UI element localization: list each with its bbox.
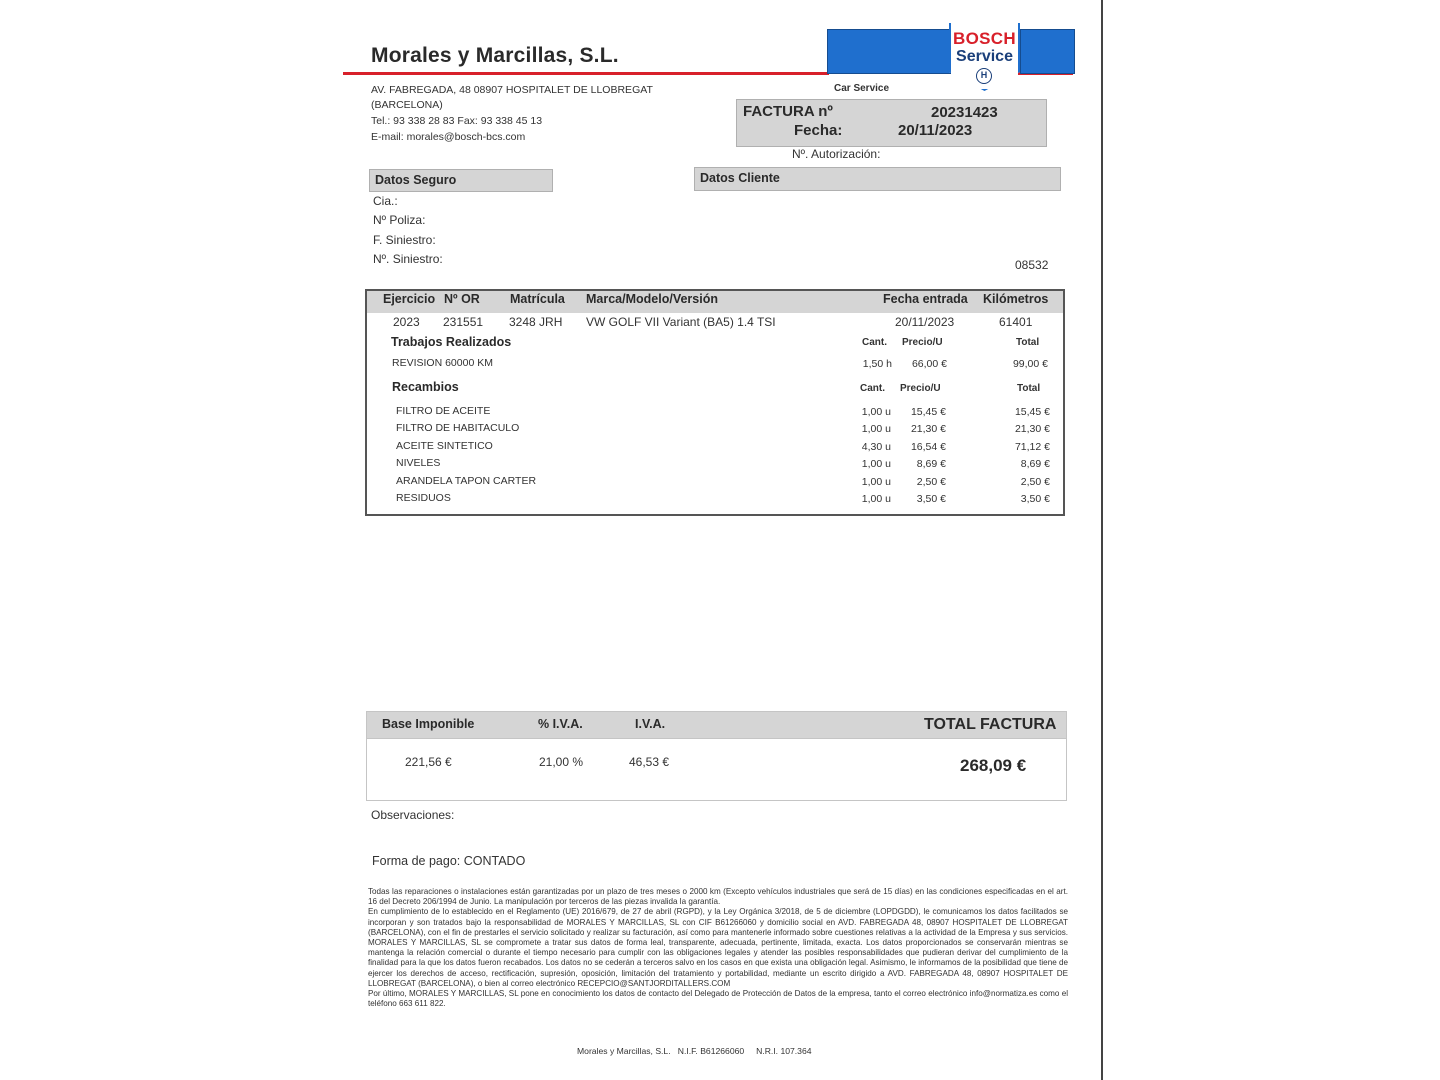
- header-red-line: [343, 72, 829, 75]
- vehicle-ejercicio: 2023: [393, 315, 420, 329]
- recambio-precio: 8,69 €: [916, 458, 946, 470]
- col-matricula: Matrícula: [510, 292, 565, 306]
- service-logo-text: Service: [956, 48, 1013, 65]
- vehicle-fecha-entrada: 20/11/2023: [895, 315, 955, 329]
- recambio-cant: 1,00 u: [861, 458, 891, 470]
- recambio-precio: 21,30 €: [910, 423, 946, 435]
- vehicle-kilometros: 61401: [999, 315, 1033, 329]
- factura-number: 20231423: [931, 104, 998, 121]
- recambio-desc: FILTRO DE ACEITE: [396, 405, 491, 417]
- fecha-value: 20/11/2023: [898, 122, 973, 139]
- datos-seguro-header: Datos Seguro: [369, 169, 553, 192]
- col-marca: Marca/Modelo/Versión: [586, 292, 718, 306]
- address-line-1: AV. FABREGADA, 48 08907 HOSPITALET DE LLOBREGAT: [371, 84, 653, 96]
- col-fecha-entrada: Fecha entrada: [883, 292, 968, 306]
- footer-company-info: Morales y Marcillas, S.L. N.I.F. B61266060 N.R.I. 107.364: [577, 1046, 812, 1056]
- poliza-label: Nº Poliza:: [373, 213, 426, 227]
- col-n-or: Nº OR: [444, 292, 480, 306]
- recambio-desc: FILTRO DE HABITACULO: [396, 422, 520, 434]
- recambio-desc: ARANDELA TAPON CARTER: [396, 475, 537, 487]
- page-edge-rule: [1101, 0, 1103, 1080]
- iva-pct-value: 21,00 %: [539, 755, 584, 769]
- autorizacion-label: Nº. Autorización:: [792, 147, 881, 161]
- recambios-col-total: Total: [1017, 383, 1041, 394]
- trabajo-total: 99,00 €: [1012, 358, 1048, 370]
- recambio-cant: 1,00 u: [861, 476, 891, 488]
- trabajos-title: Trabajos Realizados: [391, 335, 512, 349]
- observaciones-label: Observaciones:: [371, 808, 455, 822]
- trabajo-cant: 1,50 h: [862, 358, 892, 370]
- col-kilometros: Kilómetros: [983, 292, 1049, 306]
- recambio-cant: 4,30 u: [861, 441, 891, 453]
- datos-cliente-header: Datos Cliente: [694, 167, 1061, 191]
- recambio-desc: RESIDUOS: [396, 492, 451, 504]
- recambio-cant: 1,00 u: [861, 493, 891, 505]
- vehicle-n-or: 231551: [443, 315, 484, 329]
- email-line: E-mail: morales@bosch-bcs.com: [371, 131, 526, 143]
- recambios-col-precio: Precio/U: [900, 383, 941, 394]
- recambio-cant: 1,00 u: [861, 423, 891, 435]
- address-line-2: (BARCELONA): [371, 99, 443, 111]
- trabajo-desc: REVISION 60000 KM: [392, 357, 493, 369]
- factura-label: FACTURA nº: [743, 103, 833, 120]
- recambio-precio: 3,50 €: [916, 493, 946, 505]
- recambio-precio: 15,45 €: [910, 406, 946, 418]
- fecha-label: Fecha:: [794, 122, 843, 139]
- total-factura-label: TOTAL FACTURA: [924, 716, 1057, 733]
- base-imponible-value: 221,56 €: [405, 755, 452, 769]
- recambio-cant: 1,00 u: [861, 406, 891, 418]
- recambio-total: 15,45 €: [1014, 406, 1050, 418]
- recambios-title: Recambios: [392, 380, 459, 394]
- trabajo-precio: 66,00 €: [911, 358, 947, 370]
- total-factura-value: 268,09 €: [960, 756, 1027, 775]
- iva-pct-label: % I.V.A.: [538, 717, 583, 731]
- recambio-total: 8,69 €: [1020, 458, 1050, 470]
- recambio-precio: 2,50 €: [916, 476, 946, 488]
- bosch-anchor-icon: H: [976, 68, 992, 84]
- vehicle-matricula: 3248 JRH: [509, 315, 563, 329]
- client-postal-code: 08532: [1015, 258, 1049, 272]
- recambio-total: 71,12 €: [1014, 441, 1050, 453]
- recambios-col-cant: Cant.: [860, 383, 885, 394]
- trabajos-col-total: Total: [1016, 337, 1040, 348]
- recambio-precio: 16,54 €: [910, 441, 946, 453]
- legal-paragraph-dpo: Por último, MORALES Y MARCILLAS, SL pone en conocimiento los datos de contacto del Delegado de Protección de Datos de la empresa, tanto el correo electrónico info@normatiza.es como el teléfono 663 611 822.: [368, 989, 1068, 1009]
- trabajos-col-cant: Cant.: [862, 337, 887, 348]
- company-name: Morales y Marcillas, S.L.: [371, 44, 619, 67]
- n-siniestro-label: Nº. Siniestro:: [373, 252, 443, 266]
- col-ejercicio: Ejercicio: [383, 292, 436, 306]
- iva-label: I.V.A.: [635, 717, 666, 731]
- recambio-total: 2,50 €: [1020, 476, 1050, 488]
- bosch-logo-text: BOSCH: [953, 29, 1016, 48]
- recambio-total: 21,30 €: [1014, 423, 1050, 435]
- trabajos-col-precio: Precio/U: [902, 337, 943, 348]
- logo-blue-band-left: [827, 29, 951, 74]
- base-imponible-label: Base Imponible: [382, 717, 475, 731]
- recambio-desc: NIVELES: [396, 457, 441, 469]
- cia-label: Cia.:: [373, 194, 398, 208]
- recambio-total: 3,50 €: [1020, 493, 1050, 505]
- vehicle-marca: VW GOLF VII Variant (BA5) 1.4 TSI: [586, 315, 776, 329]
- legal-paragraph-privacy: En cumplimiento de lo establecido en el Reglamento (UE) 2016/679, de 27 de abril (RGPD), y la Ley Orgánica 3/2018, de 5 de diciembre (LOPDGDD), le comunicamos los datos facilitados se incorporan y son tratados bajo la responsabilidad de MORALES Y MARCILLAS, SL con CIF B61266060 y domicilio social en AVD. FABREGADA 48, 08907 HOSPITALET DE LLOBREGAT (BARCELONA), con el fin de prestarles el servicio solicitado y realizar su facturación, así como para mantenerle informado sobre cuestiones relativas a la actividad de la Empresa y sus servicios. MORALES Y MARCILLAS, SL se compromete a tratar sus datos de forma leal, transparente, adecuada, pertinente, limitada, exacta. Los datos proporcionados se conservarán mientras se mantenga la relación comercial o durante el tiempo necesario para cumplir con las obligaciones legales y atender las posibles responsabilidades que pudieran derivar del cumplimiento de la finalidad para la que los datos fueron recabados. Los datos no se cederán a terceros salvo en los casos en que exista una obligación legal. Asimismo, le informamos de la posibilidad que tiene de ejercer los derechos de acceso, rectificación, supresión, oposición, limitación del tratamiento y portabilidad, mediante un escrito dirigido a AVD. FABREGADA 48, 08907 HOSPITALET DE LLOBREGAT (BARCELONA), o bien al correo electrónico RECEPCIO@SANTJORDITALLERS.COM: [368, 907, 1068, 988]
- forma-pago: Forma de pago: CONTADO: [372, 854, 526, 868]
- f-siniestro-label: F. Siniestro:: [373, 233, 436, 247]
- car-service-label: Car Service: [834, 83, 890, 94]
- phone-line: Tel.: 93 338 28 83 Fax: 93 338 45 13: [371, 115, 543, 127]
- legal-paragraph-guarantee: Todas las reparaciones o instalaciones están garantizadas por un plazo de tres meses o 2000 km (Excepto vehículos industriales que será de 15 días) en las condiciones especificadas en el art. 16 del Decreto 206/1994 de Junio. La manipulación por terceros de las piezas invalida la garantía.: [368, 887, 1068, 907]
- logo-blue-band-right: [1020, 29, 1075, 74]
- legal-text: [368, 887, 1068, 1009]
- recambio-desc: ACEITE SINTETICO: [396, 440, 493, 452]
- iva-value: 46,53 €: [629, 755, 670, 769]
